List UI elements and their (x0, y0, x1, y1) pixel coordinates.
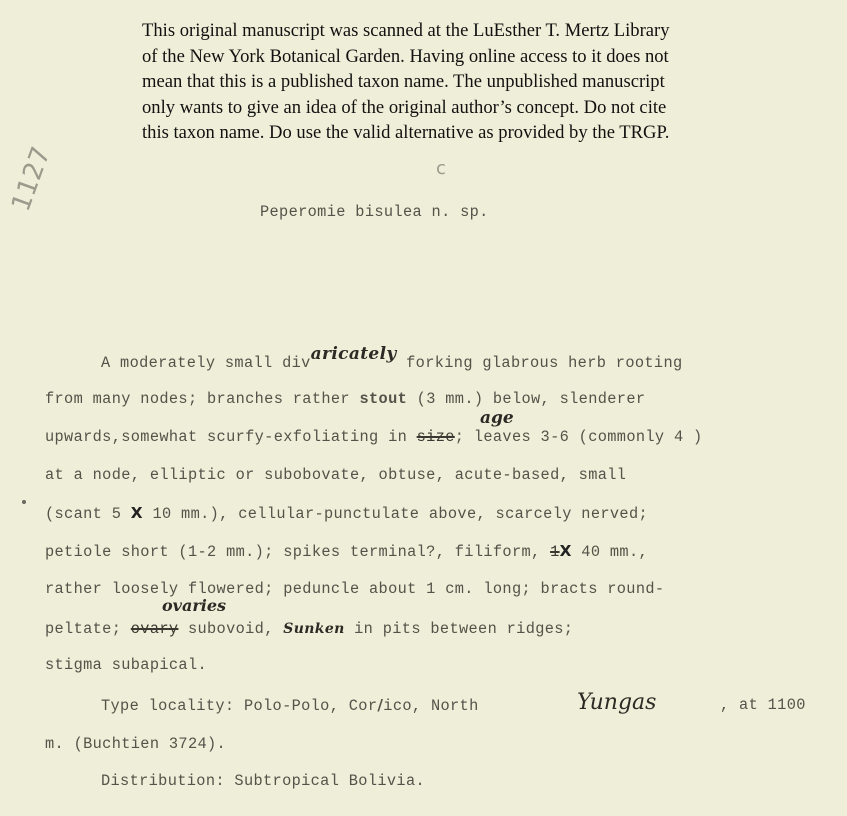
text: Type locality: Polo-Polo, Cor (101, 697, 378, 715)
times-mark: X (559, 542, 572, 560)
text: (scant 5 (45, 505, 131, 523)
handwritten-age: age (480, 408, 514, 428)
type-locality-line-1 (101, 696, 479, 715)
description-line-2 (45, 390, 645, 408)
bold-word: stout (359, 390, 408, 408)
text: (3 mm.) below, slenderer (407, 390, 646, 408)
library-notice (142, 18, 782, 146)
text: ; leaves 3-6 (commonly 4 ) (454, 428, 703, 446)
text: 10 mm.), cellular-punctulate above, scarcely nerved; (142, 505, 649, 523)
species-title: Peperomie bisulea n. sp. (260, 203, 489, 221)
notice-line: This original manuscript was scanned at the LuEsther T. Mertz Library (142, 20, 670, 41)
text: in pits between ridges; (344, 620, 574, 638)
struck-word: size (416, 428, 455, 446)
handwritten-insert: aricately (310, 344, 397, 364)
description-line-8 (45, 620, 573, 638)
handwritten-ovaries: ovaries (162, 596, 227, 615)
text: ico, North (383, 697, 479, 715)
type-locality-end: , at 1100 (720, 696, 806, 714)
margin-dot (22, 500, 26, 504)
text: petiole short (1-2 mm.); spikes terminal?, filiform, (45, 543, 551, 561)
handwritten-yungas: Yungas (577, 690, 657, 715)
pencil-letter: c (436, 158, 446, 179)
struck-word: ovary (130, 620, 179, 638)
notice-line: mean that this is a published taxon name. The unpublished manuscript (142, 71, 665, 92)
description-line-5 (45, 504, 648, 523)
struck-number: 1 (550, 543, 560, 561)
pencil-page-number: 1127 (6, 142, 57, 216)
text: peltate; (45, 620, 131, 638)
description-line-1 (101, 344, 683, 372)
description-line-6 (45, 542, 648, 561)
times-mark: X (130, 504, 143, 522)
text: 40 mm., (571, 543, 649, 561)
text: A moderately small div (101, 354, 311, 372)
notice-line: of the New York Botanical Garden. Having online access to it does not (142, 45, 669, 67)
distribution-line: Distribution: Subtropical Bolivia. (101, 772, 426, 790)
text: upwards,somewhat scurfy-exfoliating in (45, 428, 417, 446)
description-line-7: rather loosely flowered; peduncle about 1 cm. long; bracts round- (45, 580, 665, 598)
notice-line: this taxon name. Do use the valid alternative as provided by the TRGP. (142, 122, 670, 143)
text: from many nodes; branches rather (45, 390, 360, 408)
slash-mark: / (377, 696, 384, 714)
description-line-3 (45, 428, 703, 446)
type-locality-line-2: m. (Buchtien 3724). (45, 735, 227, 753)
notice-line: only wants to give an idea of the original author’s concept. Do not cite (142, 96, 667, 118)
handwritten-sunken: Sunken (283, 621, 345, 637)
description-line-9: stigma subapical. (45, 656, 208, 674)
description-line-4: at a node, elliptic or subobovate, obtuse, acute-based, small (45, 466, 627, 484)
text: forking glabrous herb rooting (406, 354, 683, 372)
text: subovoid, (178, 620, 284, 638)
